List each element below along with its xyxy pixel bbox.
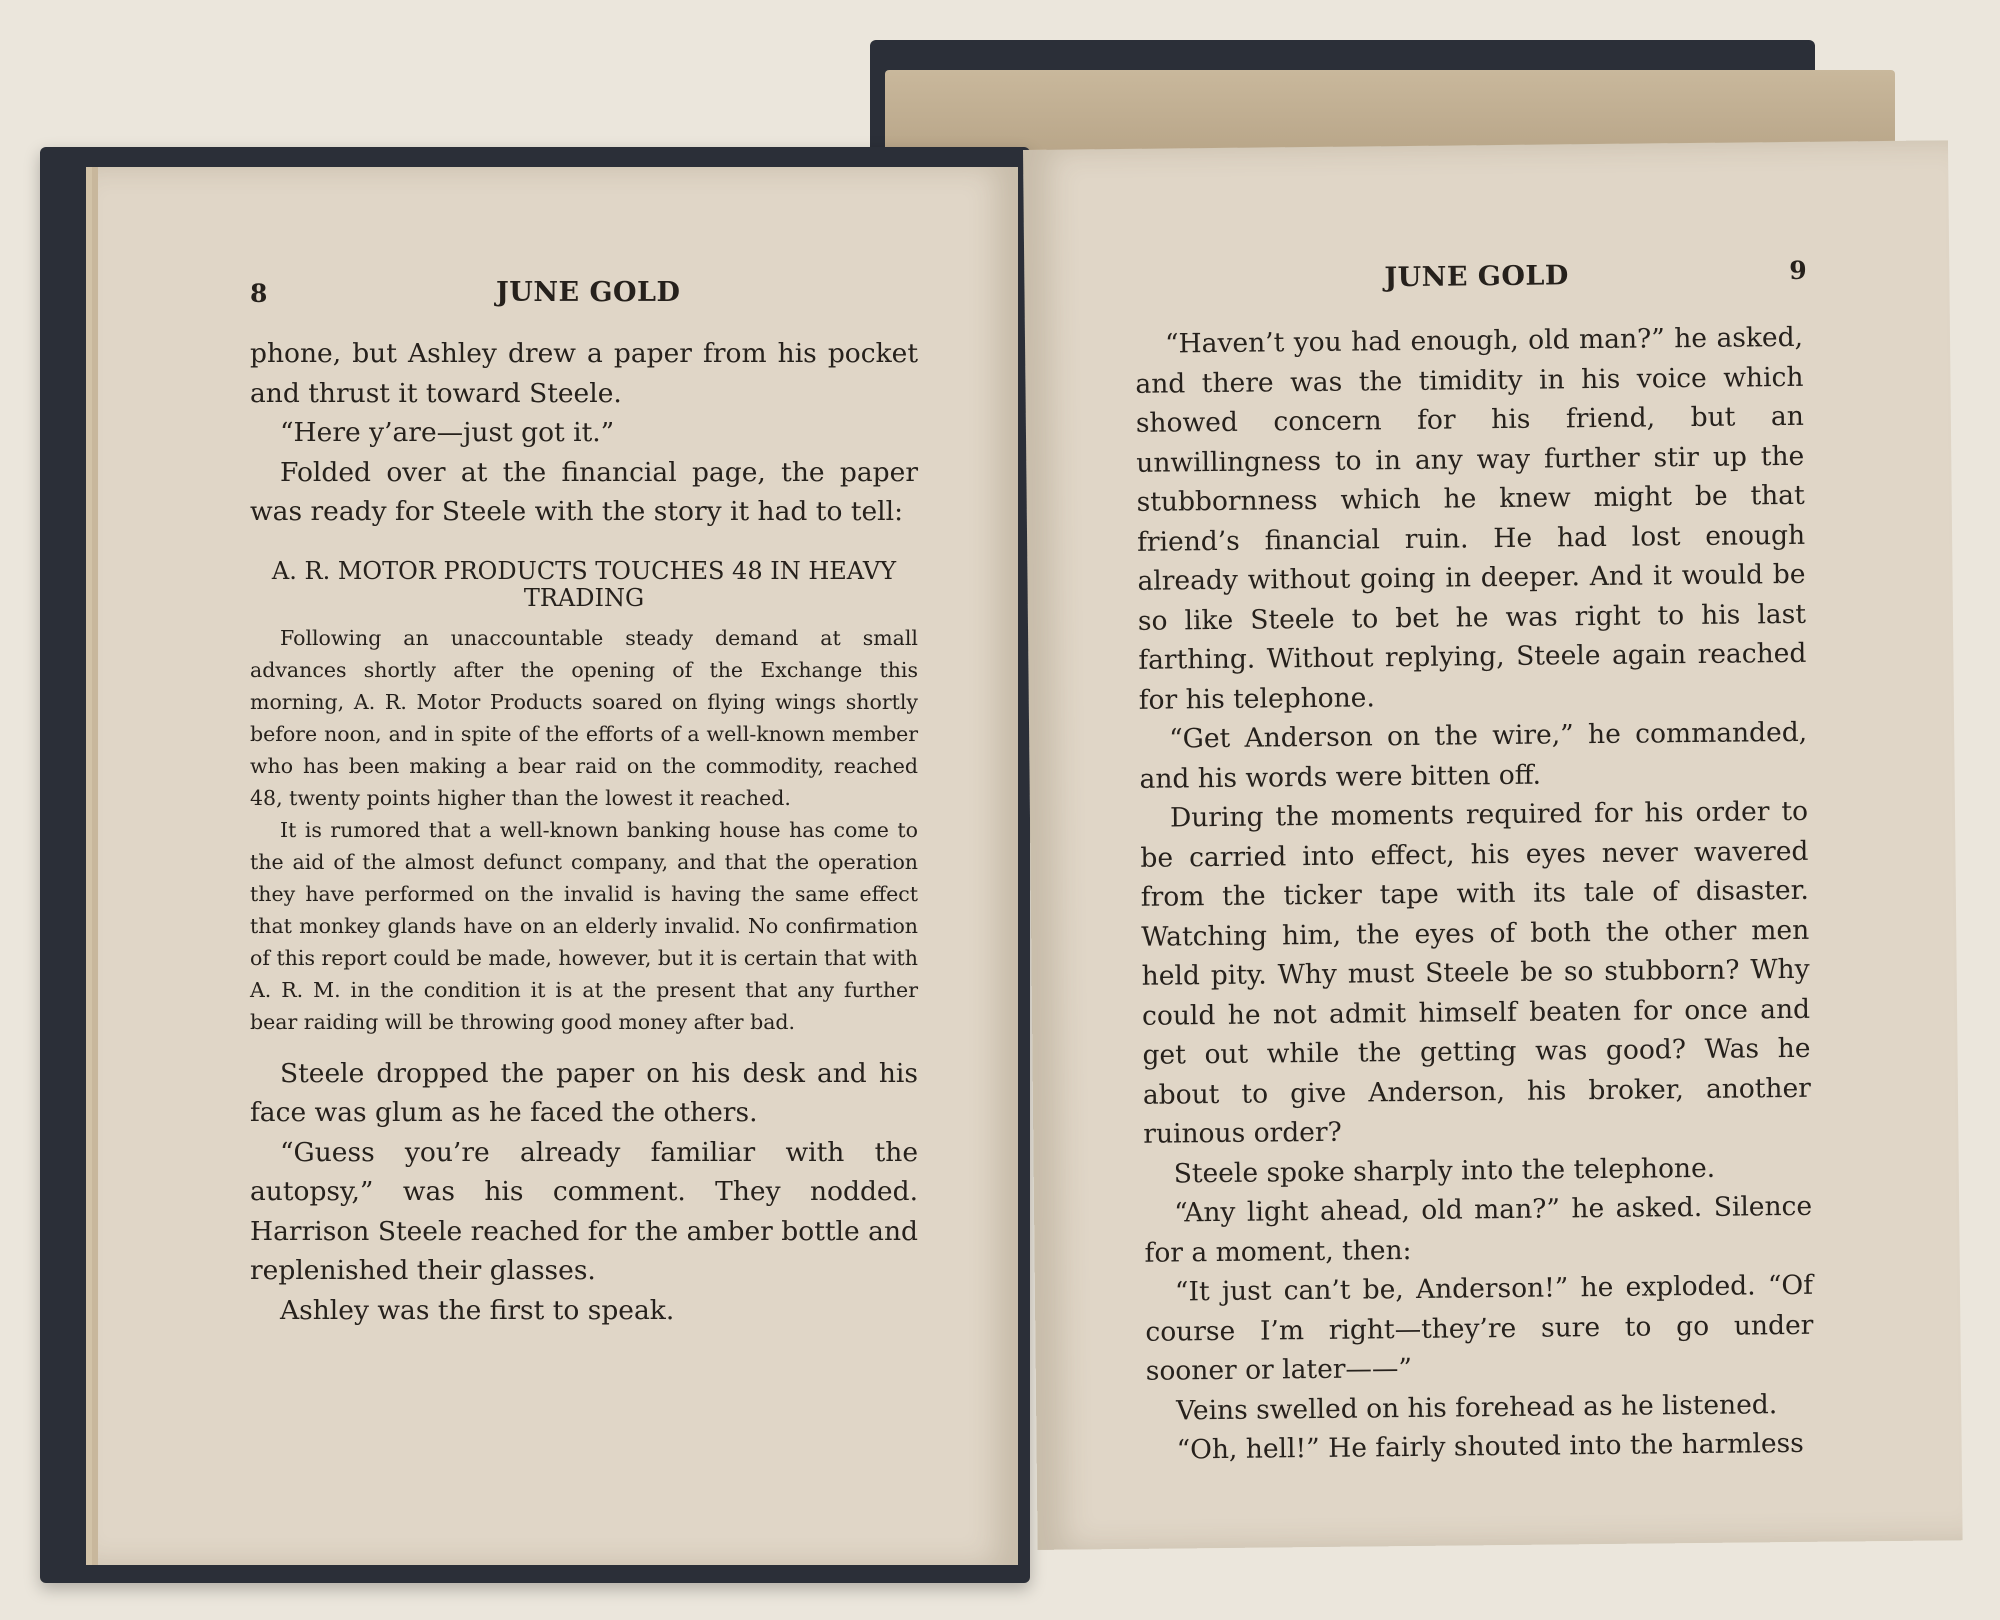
news-paragraph: Following an unaccountable steady demand at small advances shortly after the opening of the Exchange this morning, A. R. Motor Products soared on flying wings shortly before noon, and in spite of the efforts of a well-known member who has been making a bear raid on the commodity, reached 48, twenty points higher than the lowest it reached. [250,625,918,810]
paragraph: During the moments required for his order to be carried into effect, his eyes never wavered from the ticker tape with its tale of disaster. Watching him, the eyes of both the other men held pity. Why must Steele be so stubborn? Why could he not admit himself beaten for once and get out while the getting was good? Was he about to give Anderson, his broker, another ruinous order? [1140,795,1812,1150]
left-page [98,167,1018,1565]
paragraph: “It just can’t be, Anderson!” he exploded. “Of course I’m right—they’re sure to go under sooner or later——” [1145,1269,1814,1387]
paragraph: “Here y’are—just got it.” [280,417,615,448]
paragraph: “Get Anderson on the wire,” he commanded, and his words were bitten off. [1139,716,1808,795]
paragraph: Veins swelled on his forehead as he listened. [1176,1388,1778,1426]
running-head: JUNE GOLD [1384,260,1569,294]
paragraph: Steele dropped the paper on his desk and his face was glum as he faced the others. [250,1057,918,1128]
paragraph: Steele spoke sharply into the telephone. [1173,1152,1716,1189]
paragraph: “Haven’t you had enough, old man?” he asked, and there was the timidity in his voice which showed concern for his friend, but an unwillingness to in any way further stir up the stubbornness which he knew might be that friend’s financial ruin. He had lost enough already without going in deeper. And it would be so like Steele to bet he was right to his last farthing. Without replying, Steele again reached for his telephone. [1135,321,1807,716]
paragraph: phone, but Ashley drew a paper from his pocket and thrust it toward Steele. [250,338,918,409]
paragraph: “Oh, hell!” He fairly shouted into the harmless [1176,1427,1804,1466]
news-paragraph: It is rumored that a well-known banking house has come to the aid of the almost defunct company, and that the operation they have performed on the invalid is having the same effect that monkey glands have on an elderly invalid. No confirmation of this report could be made, however, but it is certain that with A. R. M. in the condition it is at the present that any further bear raiding will be throwing good money after bad. [250,817,918,1034]
paragraph: “Any light ahead, old man?” he asked. Silence for a moment, then: [1144,1190,1813,1269]
right-text [1135,318,1815,1470]
running-head: JUNE GOLD [496,277,681,308]
page-number: 8 [250,279,268,308]
page-number: 9 [1789,255,1807,285]
news-clipping [250,622,918,1038]
right-page [1023,140,1963,1550]
paragraph: Folded over at the financial page, the paper was ready for Steele with the story it had to tell: [250,456,918,527]
news-headline: A. R. MOTOR PRODUCTS TOUCHES 48 IN HEAVY TRADING [271,556,897,612]
paragraph: Ashley was the first to speak. [280,1294,675,1326]
left-text [250,334,918,1330]
paragraph: “Guess you’re already familiar with the autopsy,” was his comment. They nodded. Harrison Steele reached for the amber bottle and replenished their glasses. [250,1136,918,1286]
